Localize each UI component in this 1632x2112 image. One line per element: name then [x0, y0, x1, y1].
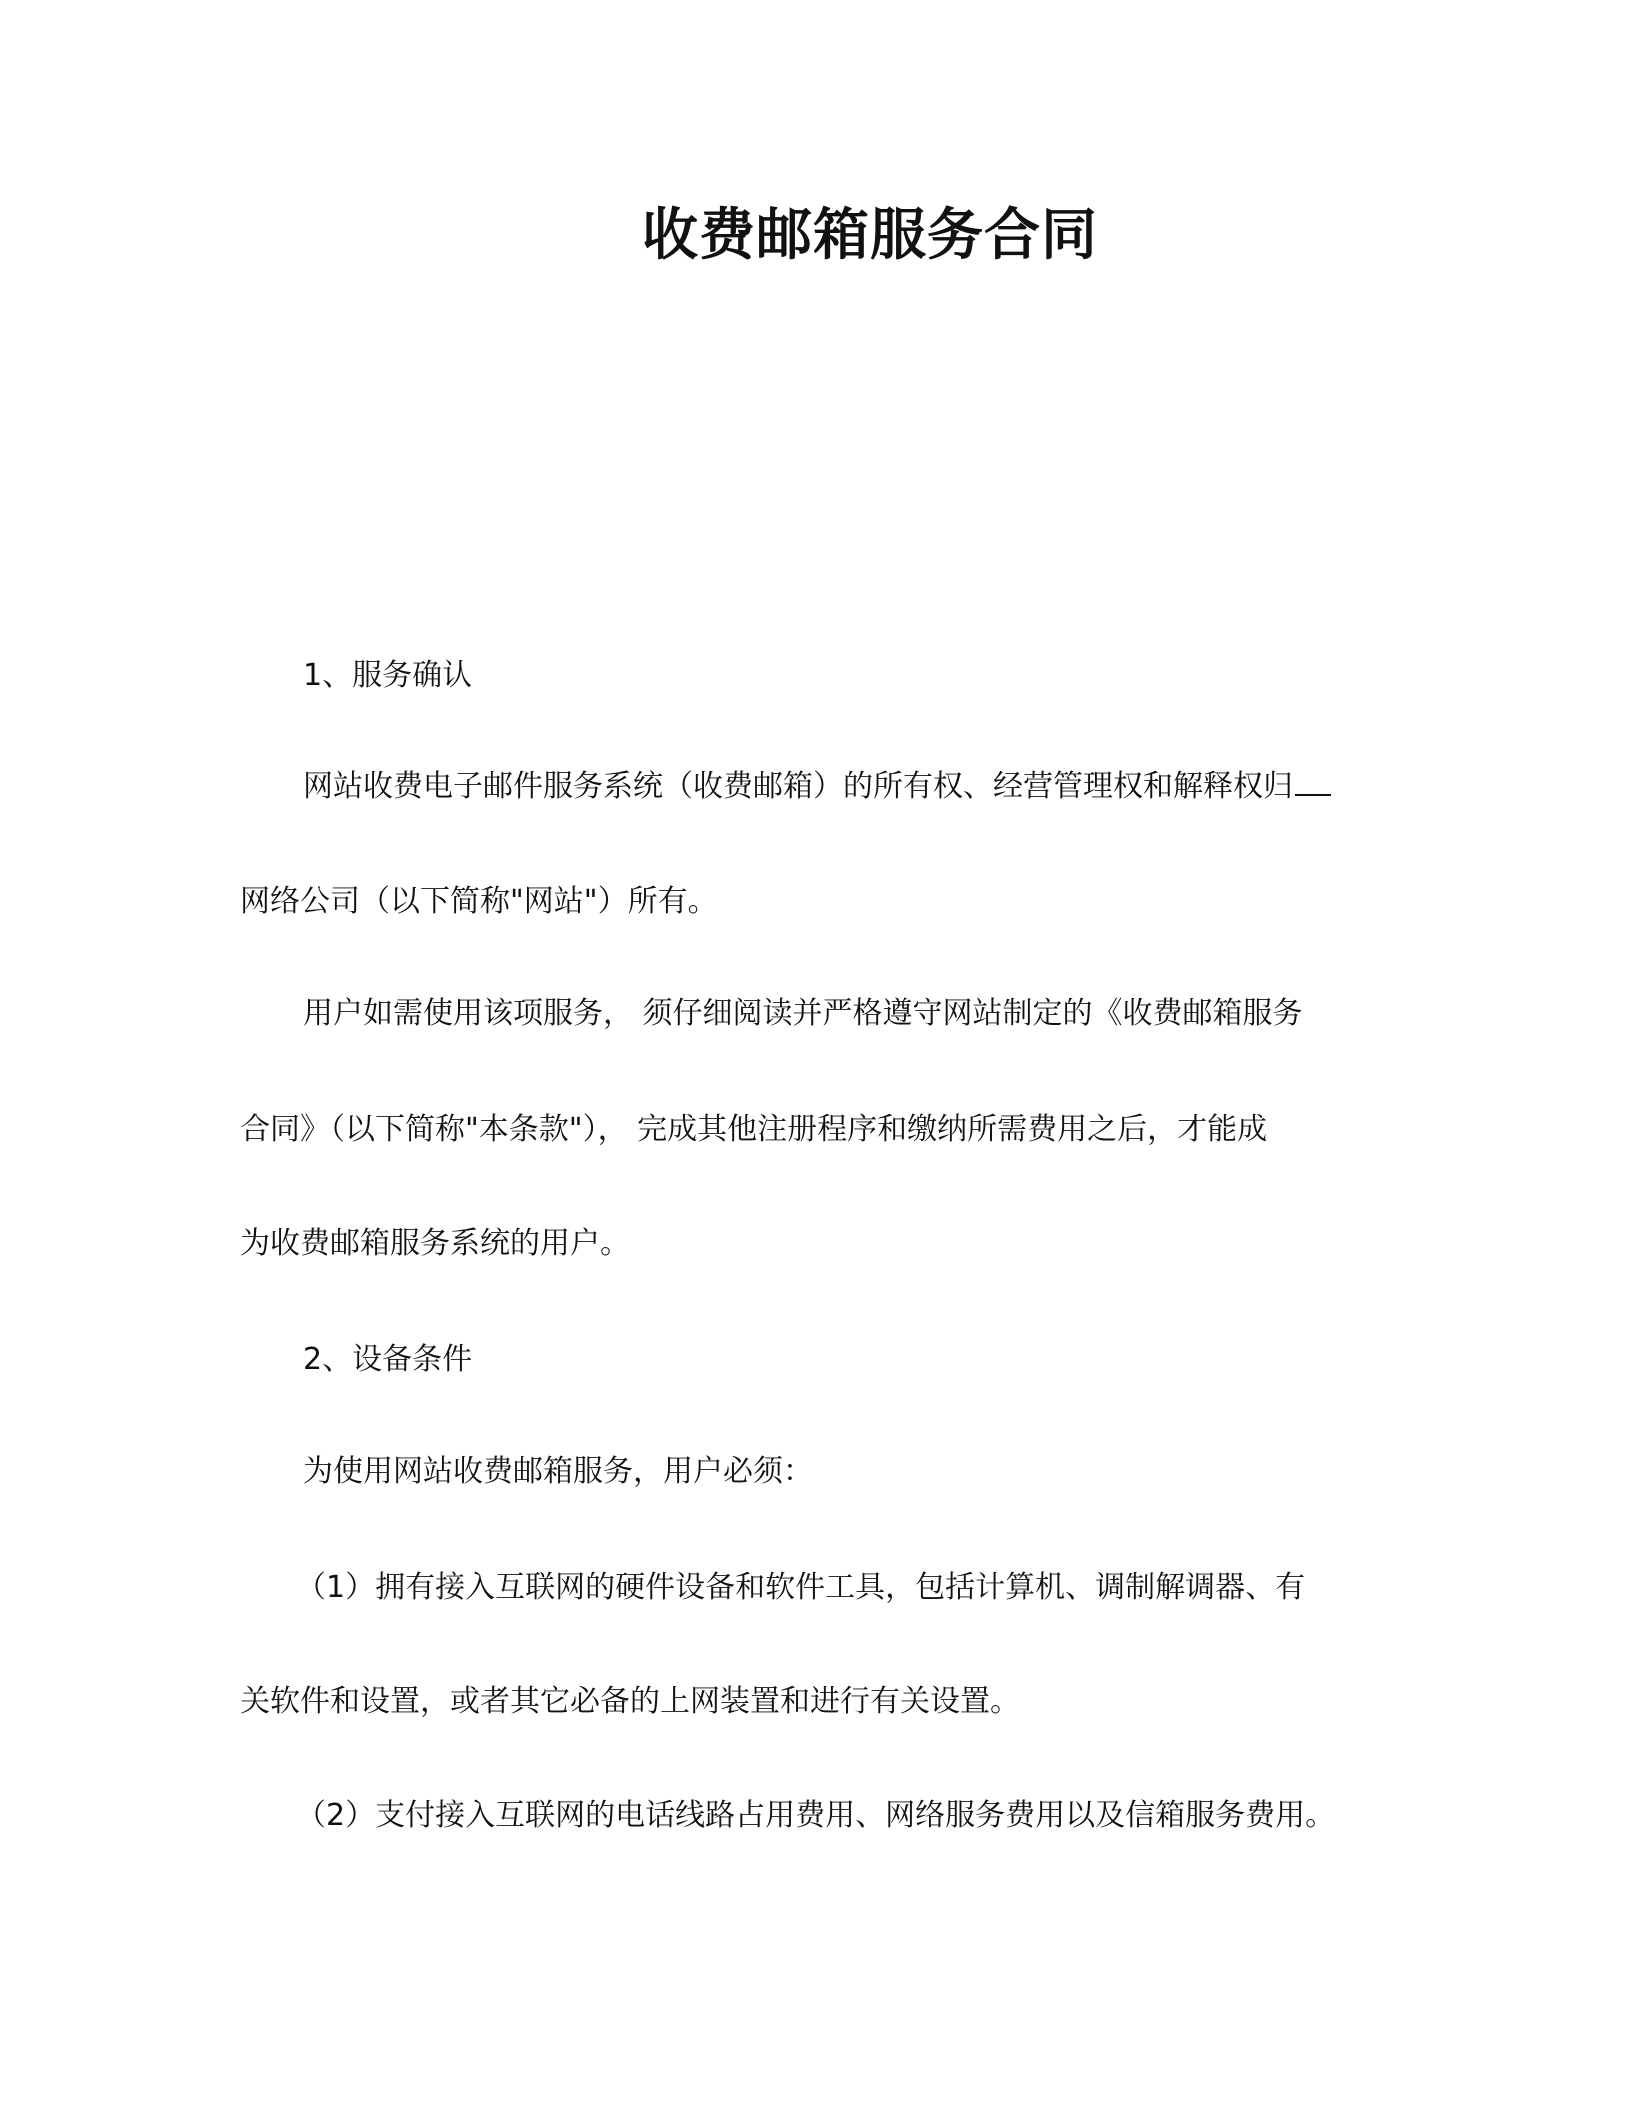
list-item-line: （1）拥有接入互联网的硬件设备和软件工具，包括计算机、调制解调器、有 — [296, 1570, 1306, 1605]
paragraph-line: 合同》（以下简称"本条款"）， 完成其他注册程序和缴纳所需费用之后，才能成 — [240, 1112, 1268, 1147]
list-item-line: （2）支付接入互联网的电话线路占用费用、网络服务费用以及信箱服务费用。 — [296, 1798, 1336, 1833]
paragraph-line: 为使用网站收费邮箱服务，用户必须： — [303, 1454, 813, 1489]
paragraph-line: 用户如需使用该项服务， 须仔细阅读并严格遵守网站制定的《收费邮箱服务 — [303, 996, 1303, 1031]
fill-in-blank — [1295, 766, 1331, 796]
list-item-line: 关软件和设置，或者其它必备的上网装置和进行有关设置。 — [240, 1684, 1020, 1719]
section-heading-service-confirmation: 1、服务确认 — [303, 658, 473, 693]
paragraph-line-text: 网站收费电子邮件服务系统（收费邮箱）的所有权、经营管理权和解释权归 — [303, 769, 1293, 804]
section-heading-equipment-conditions: 2、设备条件 — [303, 1342, 473, 1377]
paragraph-line — [303, 766, 1331, 807]
document-title: 收费邮箱服务合同 — [642, 203, 1098, 268]
paragraph-line: 网络公司（以下简称"网站"）所有。 — [240, 884, 718, 919]
paragraph-line: 为收费邮箱服务系统的用户。 — [240, 1226, 630, 1261]
